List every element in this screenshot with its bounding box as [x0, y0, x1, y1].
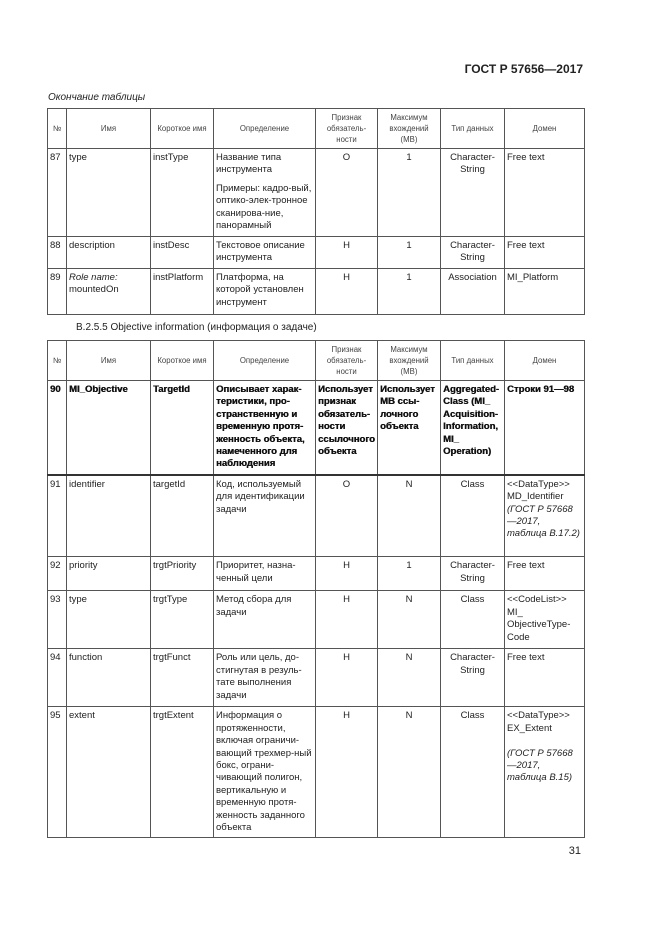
cell-short-name: trgtExtent — [151, 707, 214, 838]
cell-number: 94 — [48, 649, 67, 707]
cell-data-type: Class — [441, 475, 505, 557]
cell-definition: Роль или цель, до-стигнутая в резуль-тате выполнения задачи — [214, 649, 316, 707]
cell-domain: <<CodeList>> MI_ ObjectiveType-Code — [505, 591, 585, 649]
cell-name: priority — [67, 557, 151, 591]
cell-number: 89 — [48, 269, 67, 315]
definition-examples: Примеры: кадро-вый, оптико-элек-тронное сканирова-ние, панорамный — [216, 182, 312, 232]
cell-definition: Информация о протяженности, включая ограничи-вающий трехмер-ный бокс, ограни-чивающий полигон, вертикальную и временную протя-женность заданного объекта — [214, 707, 316, 838]
cell-domain: Строки 91—98 — [505, 381, 585, 475]
cell-name: type — [67, 591, 151, 649]
col-header: Признак обязатель-ности — [316, 341, 378, 381]
cell-definition: Код, используемый для идентификации задачи — [214, 475, 316, 557]
cell-name: identifier — [67, 475, 151, 557]
role-name-label: Role name: — [69, 272, 118, 283]
cell-name: description — [67, 237, 151, 269]
cell-domain: Free text — [505, 237, 585, 269]
table-row — [48, 557, 585, 591]
cell-obligation: Н — [316, 557, 378, 591]
cell-definition: Приоритет, назна-ченный цели — [214, 557, 316, 591]
cell-obligation: Н — [316, 237, 378, 269]
cell-max-occurrence: N — [378, 707, 441, 838]
cell-definition: Платформа, на которой установлен инструмент — [214, 269, 316, 315]
cell-obligation: O — [316, 475, 378, 557]
cell-data-type: Class — [441, 707, 505, 838]
cell-definition — [214, 149, 316, 237]
col-header: Определение — [214, 341, 316, 381]
col-header: Домен — [505, 109, 585, 149]
cell-short-name: instType — [151, 149, 214, 237]
col-header: Короткое имя — [151, 109, 214, 149]
cell-obligation: O — [316, 149, 378, 237]
col-header: № — [48, 109, 67, 149]
cell-data-type: Association — [441, 269, 505, 315]
domain-reference: (ГОСТ Р 57668—2017, таблица В.15) — [507, 747, 573, 784]
table-row — [48, 269, 585, 315]
cell-number: 95 — [48, 707, 67, 838]
col-header: Признак обязатель-ности — [316, 109, 378, 149]
cell-obligation: Н — [316, 591, 378, 649]
table-row — [48, 649, 585, 707]
role-name-value: mountedOn — [69, 284, 119, 296]
cell-short-name: trgtType — [151, 591, 214, 649]
cell-short-name: instPlatform — [151, 269, 214, 315]
cell-max-occurrence: 1 — [378, 237, 441, 269]
cell-data-type: Character-String — [441, 649, 505, 707]
section-heading: B.2.5.5 Objective information (информация о задаче) — [76, 322, 317, 333]
table-row — [48, 237, 585, 269]
cell-number: 93 — [48, 591, 67, 649]
cell-data-type: Character-String — [441, 149, 505, 237]
cell-name: type — [67, 149, 151, 237]
standard-number: ГОСТ Р 57656—2017 — [464, 62, 583, 76]
cell-number: 88 — [48, 237, 67, 269]
cell-domain: MI_Platform — [505, 269, 585, 315]
cell-domain: Free text — [505, 649, 585, 707]
col-header: Имя — [67, 341, 151, 381]
cell-name: MI_Objective — [67, 381, 151, 475]
col-header: Максимум вхождений (МВ) — [378, 109, 441, 149]
col-header: Определение — [214, 109, 316, 149]
metadata-table-1 — [47, 108, 585, 315]
table-row — [48, 591, 585, 649]
col-header: Имя — [67, 109, 151, 149]
cell-data-type: Class — [441, 591, 505, 649]
cell-number: 87 — [48, 149, 67, 237]
col-header: Тип данных — [441, 109, 505, 149]
cell-name: function — [67, 649, 151, 707]
col-header: Максимум вхождений (МВ) — [378, 341, 441, 381]
cell-short-name: instDesc — [151, 237, 214, 269]
cell-short-name: TargetId — [151, 381, 214, 475]
table-row — [48, 149, 585, 237]
domain-reference: (ГОСТ Р 57668—2017, таблица В.17.2) — [507, 503, 580, 540]
table-caption: Окончание таблицы — [48, 92, 146, 103]
cell-definition: Метод сбора для задачи — [214, 591, 316, 649]
cell-max-occurrence: 1 — [378, 149, 441, 237]
cell-obligation: Н — [316, 649, 378, 707]
table-row — [48, 381, 585, 475]
cell-obligation: Н — [316, 269, 378, 315]
domain-type: <<DataType>> MD_Identifier — [507, 478, 570, 503]
cell-name: extent — [67, 707, 151, 838]
cell-name — [67, 269, 151, 315]
cell-domain: Free text — [505, 557, 585, 591]
cell-max-occurrence: N — [378, 591, 441, 649]
cell-short-name: targetId — [151, 475, 214, 557]
cell-obligation: Использует признак обязатель-ности ссылочного объекта — [316, 381, 378, 475]
page-number: 31 — [568, 845, 581, 857]
cell-data-type: Character-String — [441, 557, 505, 591]
cell-short-name: trgtPriority — [151, 557, 214, 591]
cell-definition: Текстовое описание инструмента — [214, 237, 316, 269]
cell-max-occurrence: N — [378, 649, 441, 707]
cell-domain — [505, 707, 585, 838]
table-row — [48, 707, 585, 838]
definition-text: Название типа инструмента — [216, 152, 282, 176]
cell-max-occurrence: 1 — [378, 557, 441, 591]
cell-number: 92 — [48, 557, 67, 591]
metadata-table-2 — [47, 340, 585, 838]
cell-max-occurrence: N — [378, 475, 441, 557]
col-header: Тип данных — [441, 341, 505, 381]
col-header: Короткое имя — [151, 341, 214, 381]
cell-definition: Описывает харак-теристики, про-странственную и временную протя-женность объекта, намеченного для наблюдения — [214, 381, 316, 475]
header-row — [48, 109, 585, 149]
cell-number: 91 — [48, 475, 67, 557]
cell-domain: Free text — [505, 149, 585, 237]
cell-max-occurrence: 1 — [378, 269, 441, 315]
cell-number: 90 — [48, 381, 67, 475]
cell-data-type: Aggregated-Class (MI_ Acquisition-Information, MI_ Operation) — [441, 381, 505, 475]
cell-domain — [505, 475, 585, 557]
domain-type: <<DataType>> EX_Extent — [507, 710, 570, 734]
col-header: Домен — [505, 341, 585, 381]
header-row — [48, 341, 585, 381]
col-header: № — [48, 341, 67, 381]
cell-short-name: trgtFunct — [151, 649, 214, 707]
table-row — [48, 475, 585, 557]
cell-max-occurrence: Использует МВ ссы-лочного объекта — [378, 381, 441, 475]
cell-obligation: Н — [316, 707, 378, 838]
cell-data-type: Character-String — [441, 237, 505, 269]
